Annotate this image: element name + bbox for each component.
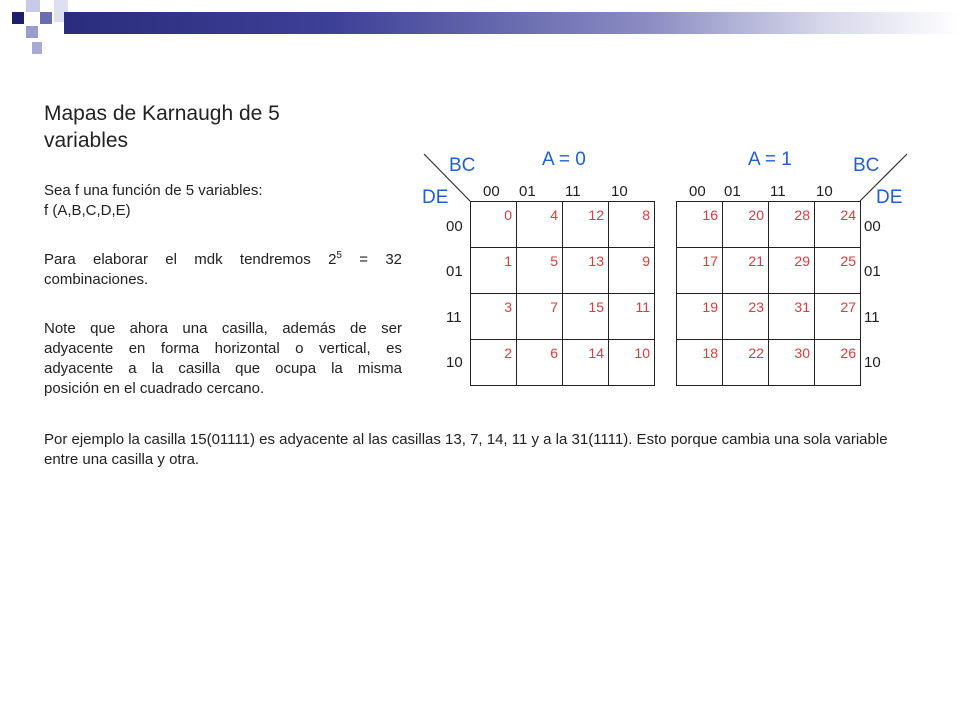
kmap-row (677, 248, 861, 294)
paragraph-text: = 32 (341, 251, 402, 268)
right-col-code: 10 (816, 183, 833, 200)
cell-number: 15 (588, 299, 604, 315)
paragraph-line: f (A,B,C,D,E) (44, 202, 131, 219)
paragraph-example: Por ejemplo la casilla 15(01111) es adyacente al las casillas 13, 7, 14, 11 y a la 31(1111). Esto porque cambia una sola variable entre una casilla y otra. (44, 431, 888, 468)
right-col-code: 00 (689, 183, 706, 200)
kmap-cell (677, 340, 723, 386)
kmap-cell (723, 340, 769, 386)
right-col-code: 11 (770, 183, 786, 200)
kmap-cell (471, 248, 517, 294)
slide-title: Mapas de Karnaugh de 5 variables (44, 102, 280, 152)
right-row-code: 10 (864, 354, 881, 371)
kmap-cell (769, 340, 815, 386)
kmap-row (677, 202, 861, 248)
kmap-cell (609, 294, 655, 340)
paragraph-line: adyacente en forma horizontal o vertical, es (44, 340, 402, 357)
kmap-cell (815, 340, 861, 386)
cell-number: 29 (794, 253, 810, 269)
paragraph-line: adyacente a la casilla que ocupa la misma (44, 360, 402, 377)
kmap-row (471, 202, 655, 248)
kmap-cell (723, 202, 769, 248)
cell-number: 13 (588, 253, 604, 269)
cell-number: 18 (702, 345, 718, 361)
left-bc-label: BC (449, 155, 476, 176)
cell-number: 25 (840, 253, 856, 269)
kmap-cell (517, 294, 563, 340)
kmap-cell (471, 294, 517, 340)
kmap-cell (769, 294, 815, 340)
cell-number: 17 (702, 253, 718, 269)
kmap-cell (563, 202, 609, 248)
cell-number: 3 (504, 299, 512, 315)
kmap-cell (815, 294, 861, 340)
kmap-cell (677, 202, 723, 248)
right-row-code: 01 (864, 263, 881, 280)
exponent: 5 (336, 250, 342, 261)
right-kmap-grid (676, 201, 861, 386)
kmap-cell (723, 294, 769, 340)
cell-number: 14 (588, 345, 604, 361)
kmap-cell (517, 248, 563, 294)
kmap-cell (563, 248, 609, 294)
paragraph-line: posición en el cuadrado cercano. (44, 380, 265, 397)
cell-number: 30 (794, 345, 810, 361)
kmap-cell (609, 248, 655, 294)
left-col-code: 10 (611, 183, 628, 200)
paragraph-line: combinaciones. (44, 271, 149, 288)
a1-label: A = 1 (748, 149, 792, 170)
cell-number: 23 (748, 299, 764, 315)
kmap-cell (815, 202, 861, 248)
kmap-cell (563, 294, 609, 340)
right-bc-label: BC (853, 155, 880, 176)
cell-number: 2 (504, 345, 512, 361)
kmap-cell (609, 340, 655, 386)
kmap-cell (471, 202, 517, 248)
right-row-code: 11 (864, 309, 880, 326)
cell-number: 26 (840, 345, 856, 361)
right-col-code: 01 (724, 183, 741, 200)
cell-number: 31 (794, 299, 810, 315)
kmap-row (677, 340, 861, 386)
kmap-cell (517, 202, 563, 248)
cell-number: 9 (642, 253, 650, 269)
kmap-cell (723, 248, 769, 294)
kmap-cell (517, 340, 563, 386)
cell-number: 24 (840, 207, 856, 223)
cell-number: 10 (634, 345, 650, 361)
left-de-label: DE (422, 187, 449, 208)
left-kmap-grid (470, 201, 655, 386)
right-de-label: DE (876, 187, 903, 208)
kmap-row (471, 340, 655, 386)
cell-number: 27 (840, 299, 856, 315)
left-row-code: 00 (446, 218, 463, 235)
left-col-code: 00 (483, 183, 500, 200)
kmap-row (471, 248, 655, 294)
kmap-cell (563, 340, 609, 386)
kmap-row (471, 294, 655, 340)
kmap-cell (769, 202, 815, 248)
paragraph-line: Sea f una función de 5 variables: (44, 182, 263, 199)
kmap-row (677, 294, 861, 340)
cell-number: 11 (635, 299, 650, 315)
cell-number: 5 (550, 253, 558, 269)
left-row-code: 11 (446, 309, 462, 326)
kmap-cell (471, 340, 517, 386)
cell-number: 19 (702, 299, 718, 315)
left-col-code: 11 (565, 183, 581, 200)
cell-number: 12 (588, 207, 604, 223)
cell-number: 6 (550, 345, 558, 361)
cell-number: 16 (702, 207, 718, 223)
cell-number: 1 (504, 253, 512, 269)
cell-number: 21 (748, 253, 764, 269)
kmap-cell (815, 248, 861, 294)
kmap-cell (677, 294, 723, 340)
cell-number: 8 (642, 207, 650, 223)
a0-label: A = 0 (542, 149, 586, 170)
paragraph-line: Note que ahora una casilla, además de ser (44, 320, 402, 337)
cell-number: 22 (748, 345, 764, 361)
kmap-cell (769, 248, 815, 294)
cell-number: 0 (504, 207, 512, 223)
kmap-cell (609, 202, 655, 248)
left-row-code: 01 (446, 263, 463, 280)
left-row-code: 10 (446, 354, 463, 371)
paragraph-text: Para elaborar el mdk tendremos 2 (44, 251, 337, 268)
left-col-code: 01 (519, 183, 536, 200)
kmap-cell (677, 248, 723, 294)
cell-number: 4 (550, 207, 558, 223)
right-row-code: 00 (864, 218, 881, 235)
cell-number: 20 (748, 207, 764, 223)
cell-number: 7 (550, 299, 558, 315)
cell-number: 28 (794, 207, 810, 223)
